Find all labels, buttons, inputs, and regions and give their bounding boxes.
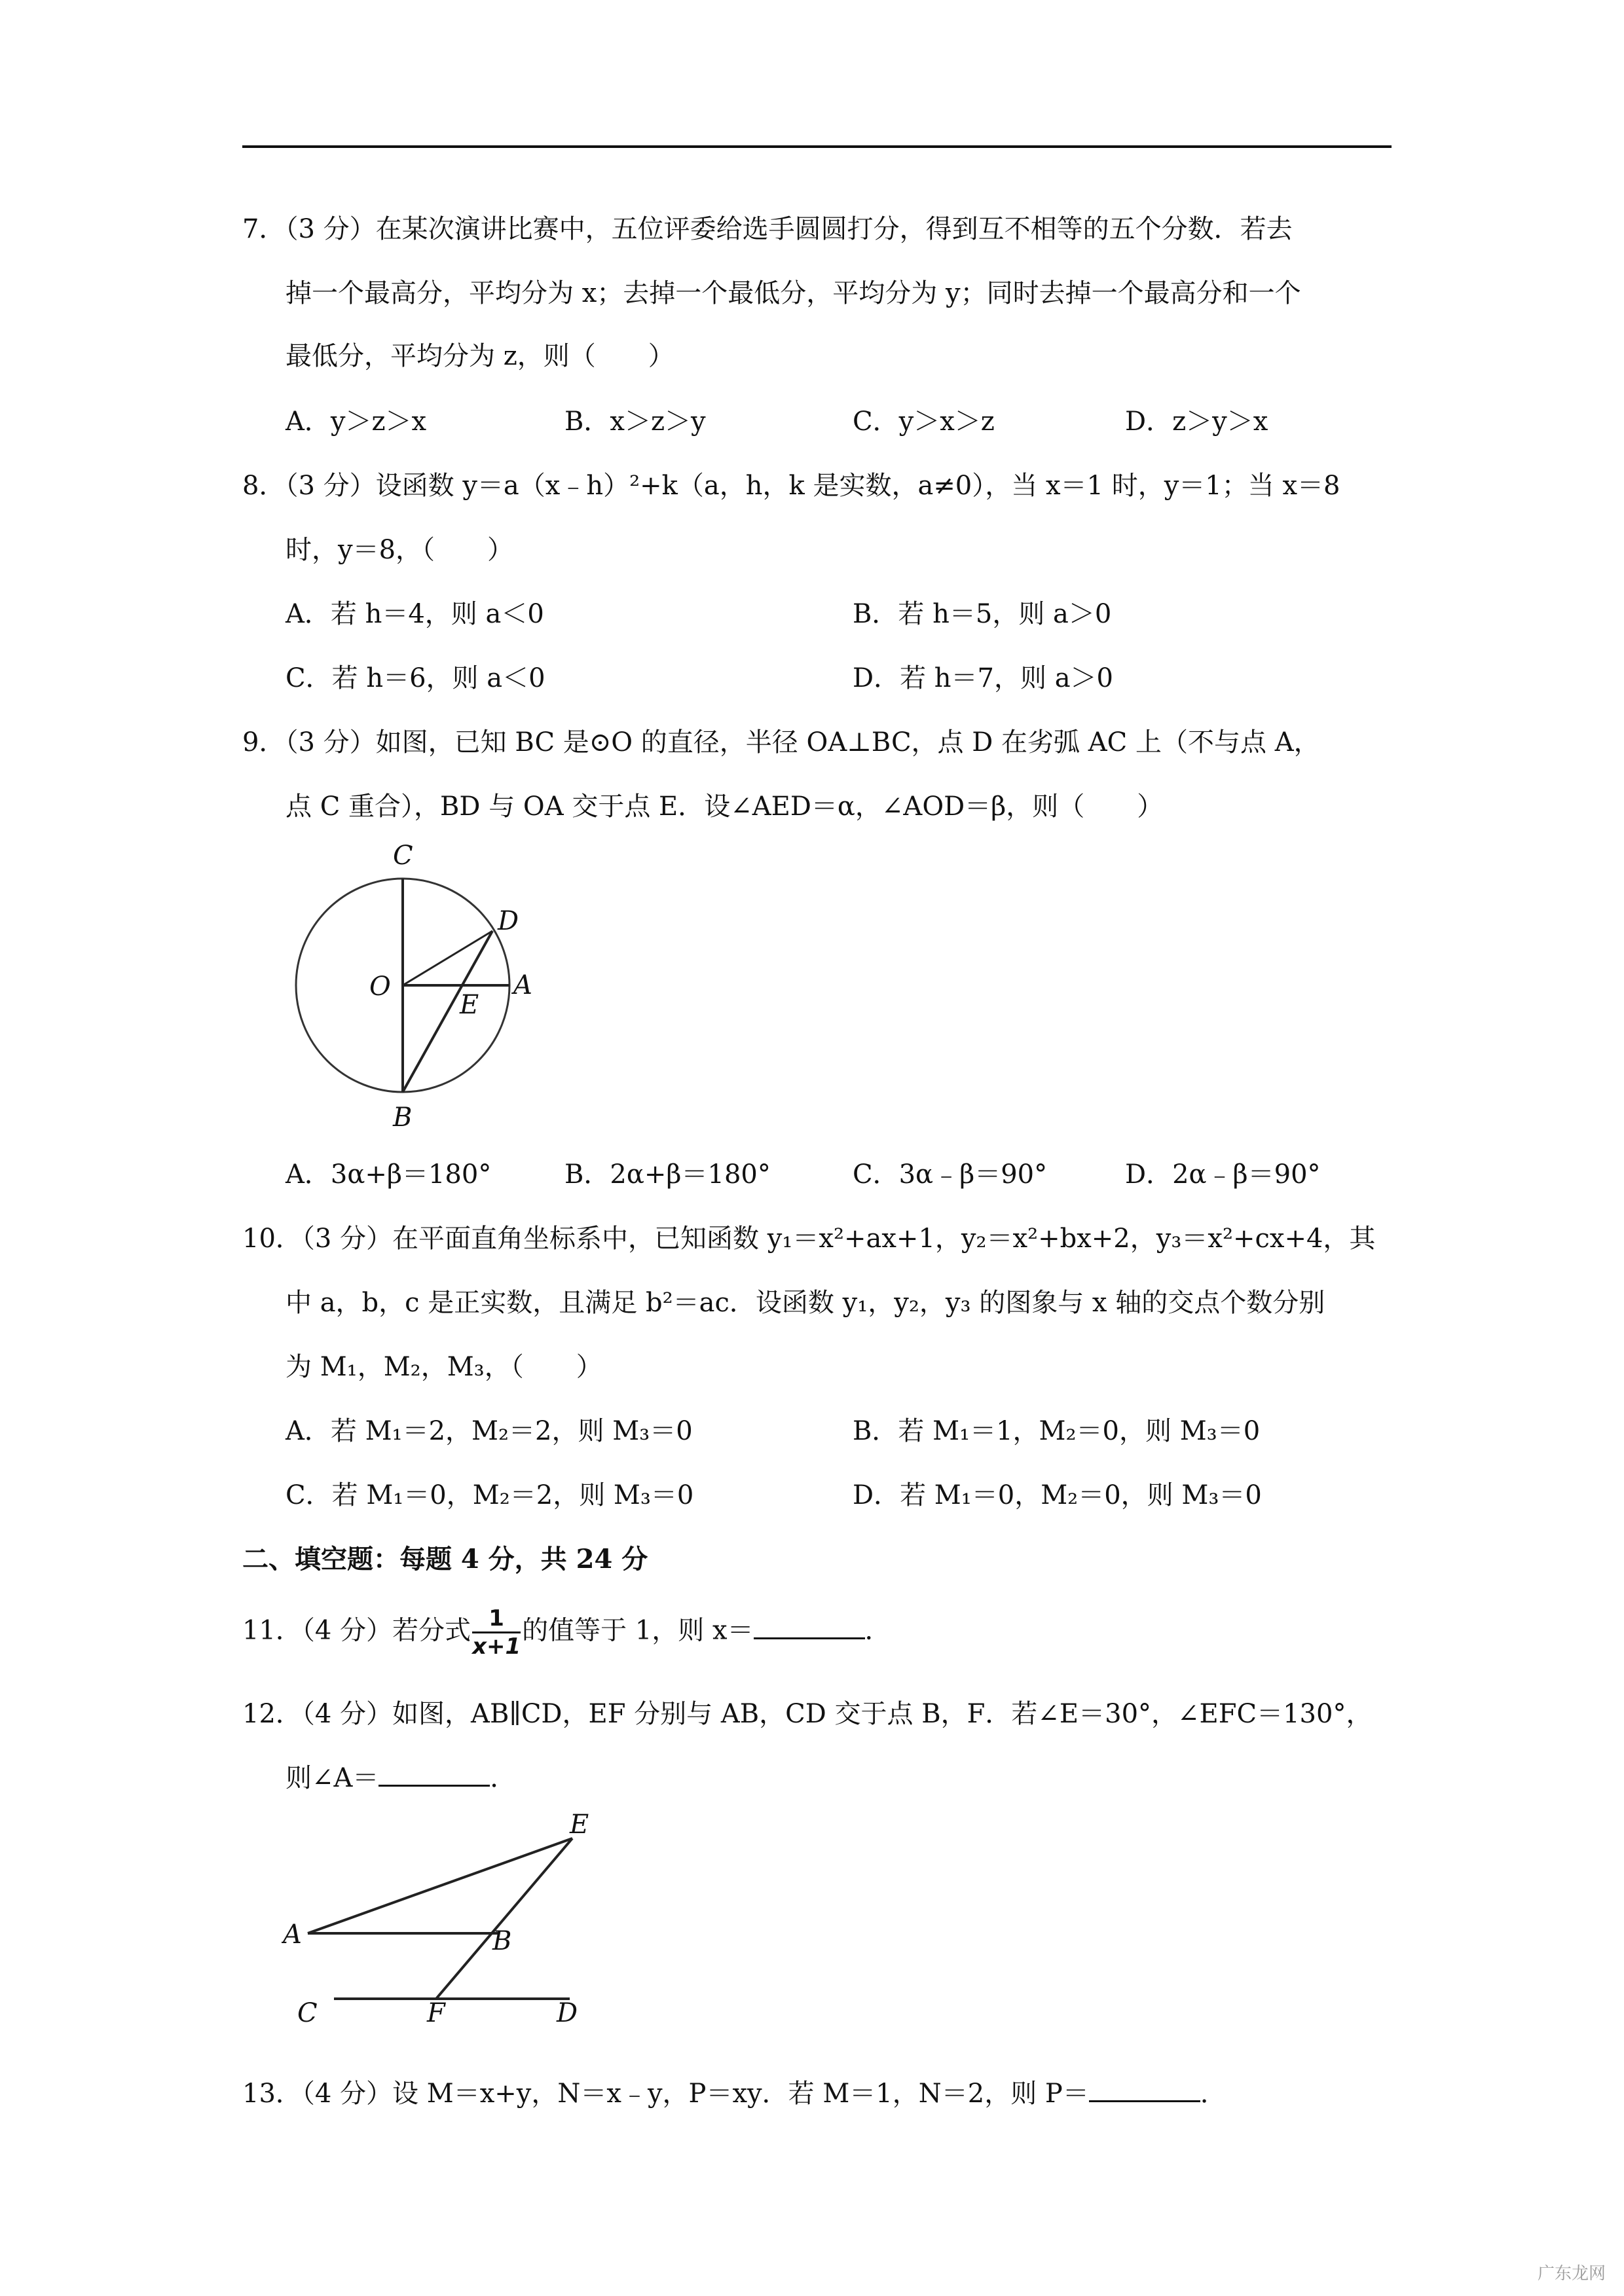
- label-e: E: [570, 1813, 589, 1840]
- q7-option-c: C．y＞x＞z: [853, 407, 995, 437]
- q7-line-3: 最低分，平均分为 z，则（ ）: [286, 341, 674, 371]
- q10-option-d: D．若 M₁＝0，M₂＝0，则 M₃＝0: [853, 1480, 1262, 1510]
- q11-frac-den: x+1: [472, 1633, 521, 1660]
- label-d: D: [498, 906, 519, 936]
- q12-line-1: 12．（4 分）如图，AB∥CD，EF 分别与 AB，CD 交于点 B，F．若∠E＝30°，∠EFC＝130°，: [242, 1699, 1373, 1729]
- q7-option-a: A．y＞z＞x: [286, 407, 427, 437]
- segment-od: [403, 931, 492, 985]
- q11-answer-blank[interactable]: [754, 1611, 865, 1639]
- q13-answer-blank[interactable]: [1089, 2074, 1200, 2102]
- label-e: E: [460, 990, 479, 1020]
- q12-end: ．: [490, 1763, 517, 1793]
- label-f: F: [427, 1998, 445, 2028]
- q8-line-2: 时，y＝8，（ ）: [286, 535, 514, 565]
- q8-line-1: 8．（3 分）设函数 y＝a（x﹣h）²+k（a，h，k 是实数，a≠0），当 x＝1 时，y＝1；当 x＝8: [242, 471, 1340, 501]
- q11-frac-num: 1: [472, 1605, 521, 1633]
- chord-bd: [403, 931, 492, 1092]
- q7-line-1: 7．（3 分）在某次演讲比赛中，五位评委给选手圆圆打分，得到互不相等的五个分数．若去: [242, 214, 1293, 244]
- q7-option-d: D．z＞y＞x: [1125, 407, 1268, 437]
- q10-option-a: A．若 M₁＝2，M₂＝2，则 M₃＝0: [286, 1416, 693, 1446]
- q11-fraction: [472, 1605, 521, 1660]
- q9-line-2: 点 C 重合），BD 与 OA 交于点 E．设∠AED＝α，∠AOD＝β，则（ ）: [286, 792, 1164, 822]
- label-c: C: [393, 841, 413, 871]
- label-c: C: [297, 1998, 318, 2028]
- q13-line: [242, 2074, 1227, 2112]
- label-b: B: [492, 1926, 512, 1956]
- q12-line-2-text: 则∠A＝: [286, 1763, 379, 1793]
- q7-line-2: 掉一个最高分，平均分为 x；去掉一个最低分，平均分为 y；同时去掉一个最高分和一个: [286, 278, 1301, 308]
- q9-option-c: C．3α﹣β＝90°: [853, 1159, 1048, 1190]
- q9-line-1: 9．（3 分）如图，已知 BC 是⊙O 的直径，半径 OA⊥BC，点 D 在劣弧 AC 上（不与点 A，: [242, 727, 1320, 757]
- q11-suffix: 的值等于 1，则 x＝: [522, 1615, 754, 1646]
- q10-line-3: 为 M₁，M₂，M₃，（ ）: [286, 1352, 602, 1382]
- q9-option-b: B．2α+β＝180°: [564, 1159, 771, 1190]
- label-o: O: [369, 972, 391, 1002]
- q8-option-a: A．若 h＝4，则 a＜0: [286, 599, 544, 629]
- q11-prefix: 11．（4 分）若分式: [242, 1615, 471, 1646]
- q13-text: 13．（4 分）设 M＝x+y，N＝x﹣y，P＝xy．若 M＝1，N＝2，则 P＝: [242, 2079, 1089, 2109]
- q7-option-b: B．x＞z＞y: [564, 407, 706, 437]
- q13-end: ．: [1200, 2079, 1227, 2109]
- q11-end: ．: [864, 1615, 891, 1646]
- label-b: B: [393, 1102, 413, 1133]
- label-a: A: [283, 1920, 302, 1950]
- q9-option-a: A．3α+β＝180°: [286, 1159, 492, 1190]
- q8-option-d: D．若 h＝7，则 a＞0: [853, 663, 1114, 693]
- parallel-lines-figure: [282, 1813, 609, 2030]
- circle-figure: [275, 838, 550, 1139]
- q9-option-d: D．2α﹣β＝90°: [1125, 1159, 1321, 1190]
- q11-line: [242, 1605, 891, 1660]
- q8-option-b: B．若 h＝5，则 a＞0: [853, 599, 1112, 629]
- watermark: 广东龙网: [1537, 2264, 1606, 2284]
- q10-line-1: 10．（3 分）在平面直角坐标系中，已知函数 y₁＝x²+ax+1，y₂＝x²+bx+2，y₃＝x²+cx+4，其: [242, 1224, 1376, 1254]
- q12-line-2: [286, 1758, 516, 1796]
- section-2-heading: 二、填空题：每题 4 分，共 24 分: [242, 1544, 648, 1575]
- q10-option-c: C．若 M₁＝0，M₂＝2，则 M₃＝0: [286, 1480, 694, 1510]
- q8-option-c: C．若 h＝6，则 a＜0: [286, 663, 545, 693]
- q12-answer-blank[interactable]: [378, 1758, 490, 1787]
- label-d: D: [557, 1998, 578, 2028]
- header-rule: [242, 145, 1392, 148]
- label-a: A: [513, 970, 532, 1000]
- q10-option-b: B．若 M₁＝1，M₂＝0，则 M₃＝0: [853, 1416, 1261, 1446]
- q10-line-2: 中 a，b，c 是正实数，且满足 b²＝ac．设函数 y₁，y₂，y₃ 的图象与 x 轴的交点个数分别: [286, 1288, 1325, 1318]
